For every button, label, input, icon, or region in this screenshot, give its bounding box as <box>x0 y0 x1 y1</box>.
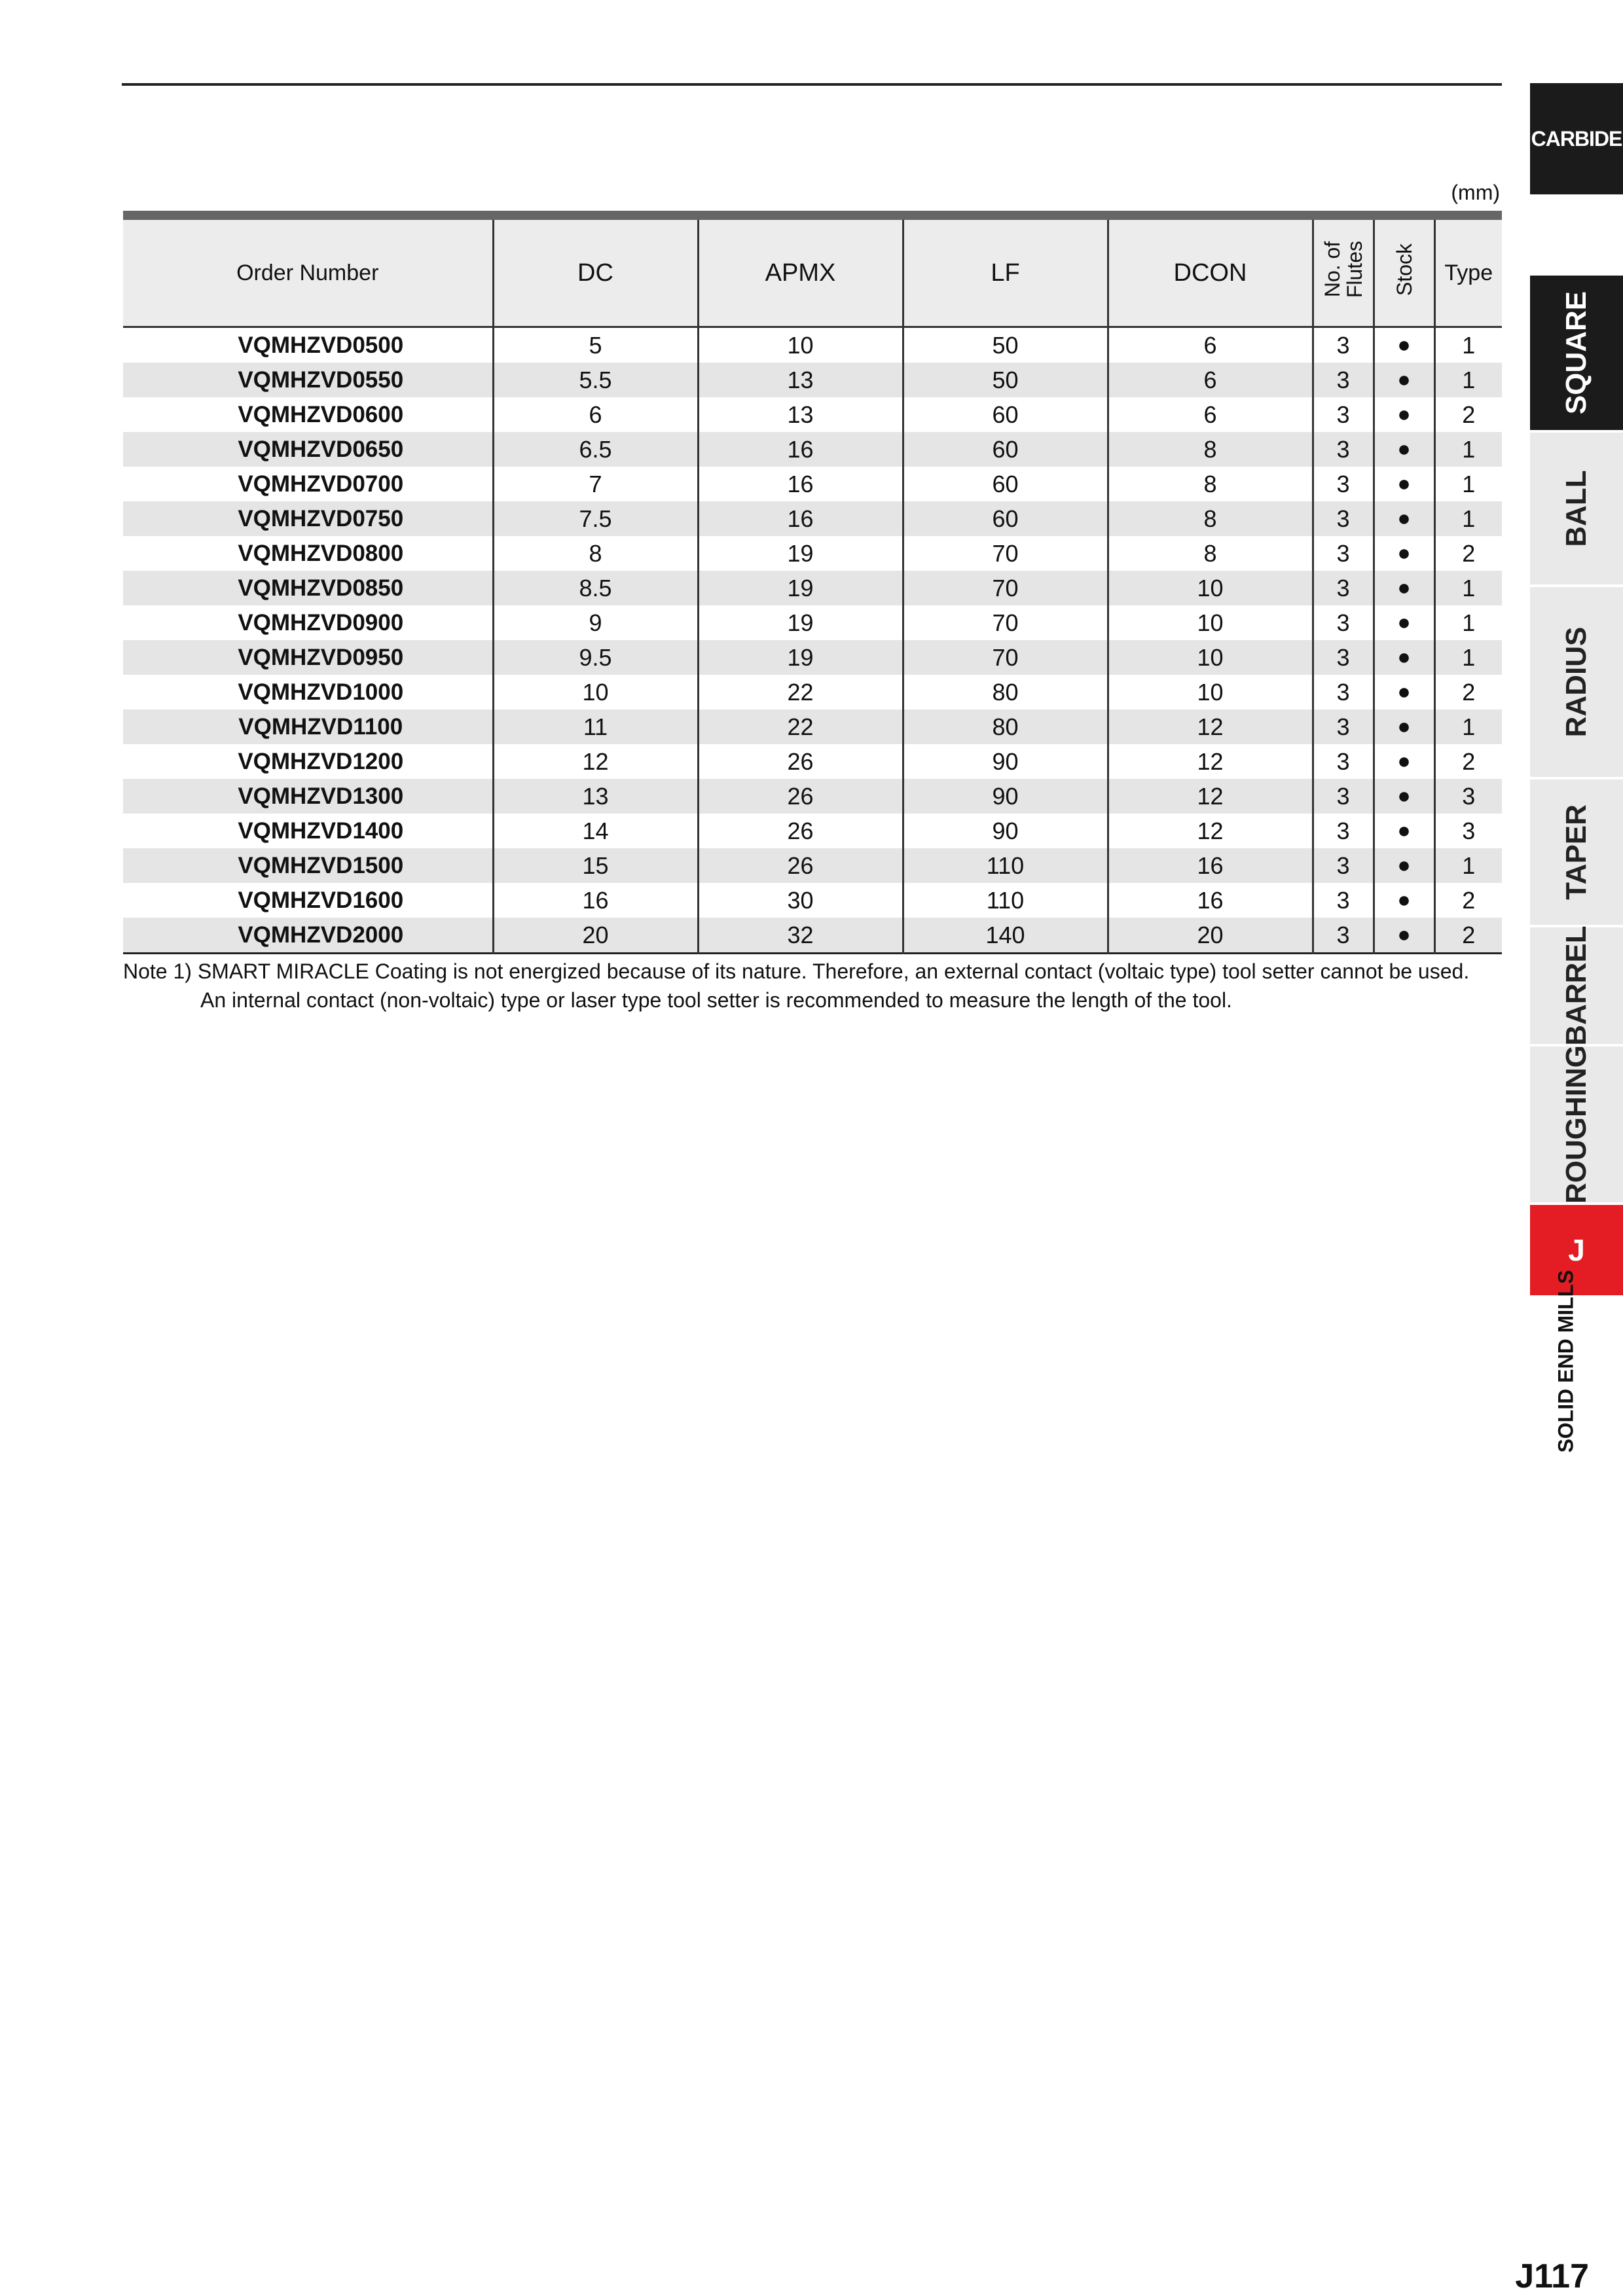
col-lf: LF <box>903 215 1108 327</box>
cell-lf: 140 <box>903 918 1108 954</box>
cell-order: VQMHZVD0750 <box>123 501 493 536</box>
cell-apmx: 19 <box>698 640 903 675</box>
section-name: SOLID END MILLS <box>1554 1270 1578 1453</box>
cell-dcon: 6 <box>1108 363 1313 397</box>
cell-stock: ● <box>1374 779 1434 814</box>
tab-square-label: SQUARE <box>1560 291 1592 415</box>
col-dcon: DCON <box>1108 215 1313 327</box>
cell-apmx: 19 <box>698 605 903 640</box>
cell-order: VQMHZVD1100 <box>123 709 493 744</box>
note-line-1: Note 1) SMART MIRACLE Coating is not energized because of its nature. Therefore, an external contact (voltaic type) tool setter cannot be used. <box>123 960 1470 983</box>
cell-lf: 70 <box>903 571 1108 605</box>
cell-dcon: 10 <box>1108 605 1313 640</box>
cell-apmx: 26 <box>698 744 903 779</box>
col-type: Type <box>1434 215 1502 327</box>
cell-stock: ● <box>1374 432 1434 467</box>
cell-type: 3 <box>1434 779 1502 814</box>
cell-dc: 13 <box>493 779 698 814</box>
cell-order: VQMHZVD1500 <box>123 848 493 883</box>
table-row <box>123 432 1502 467</box>
col-flutes <box>1313 215 1374 327</box>
col-flutes-label: No. of Flutes <box>1320 241 1366 298</box>
table-row <box>123 640 1502 675</box>
cell-dc: 5 <box>493 327 698 363</box>
cell-dc: 5.5 <box>493 363 698 397</box>
cell-dcon: 8 <box>1108 432 1313 467</box>
cell-dcon: 12 <box>1108 744 1313 779</box>
cell-type: 2 <box>1434 675 1502 709</box>
cell-stock: ● <box>1374 536 1434 571</box>
cell-order: VQMHZVD0700 <box>238 471 404 497</box>
table-row <box>123 605 1502 640</box>
cell-type: 2 <box>1434 918 1502 954</box>
cell-lf: 70 <box>903 536 1108 571</box>
cell-flutes: 3 <box>1313 883 1374 918</box>
table-row <box>123 918 1502 954</box>
cell-dcon: 12 <box>1108 709 1313 744</box>
cell-dc: 8.5 <box>493 571 698 605</box>
cell-flutes: 3 <box>1313 536 1374 571</box>
table-header-row <box>123 215 1502 327</box>
note <box>123 957 1511 1014</box>
cell-stock: ● <box>1374 640 1434 675</box>
cell-apmx: 26 <box>698 814 903 848</box>
cell-stock: ● <box>1374 848 1434 883</box>
cell-stock: ● <box>1374 467 1434 501</box>
cell-flutes: 3 <box>1313 571 1374 605</box>
cell-order: VQMHZVD1600 <box>238 887 404 913</box>
cell-dc: 9 <box>493 605 698 640</box>
cell-dc: 14 <box>493 814 698 848</box>
cell-order: VQMHZVD0800 <box>238 540 404 566</box>
cell-flutes: 3 <box>1313 709 1374 744</box>
cell-lf: 70 <box>903 605 1108 640</box>
tab-barrel-label: BARREL <box>1560 925 1592 1046</box>
cell-lf: 90 <box>903 814 1108 848</box>
cell-stock: ● <box>1374 571 1434 605</box>
table-row <box>123 327 1502 363</box>
cell-lf: 60 <box>903 467 1108 501</box>
cell-flutes: 3 <box>1313 779 1374 814</box>
cell-apmx: 13 <box>698 397 903 432</box>
cell-dcon: 6 <box>1108 397 1313 432</box>
cell-apmx: 16 <box>698 467 903 501</box>
cell-dcon: 12 <box>1108 779 1313 814</box>
cell-lf: 90 <box>903 779 1108 814</box>
cell-dcon: 10 <box>1108 675 1313 709</box>
cell-flutes: 3 <box>1313 640 1374 675</box>
cell-dcon: 10 <box>1108 640 1313 675</box>
cell-lf: 50 <box>903 363 1108 397</box>
table-row <box>123 814 1502 848</box>
cell-flutes: 3 <box>1313 501 1374 536</box>
cell-order: VQMHZVD1400 <box>238 817 404 844</box>
cell-order: VQMHZVD1000 <box>238 679 404 705</box>
cell-type: 1 <box>1434 640 1502 675</box>
cell-apmx: 22 <box>698 709 903 744</box>
cell-type: 1 <box>1434 432 1502 467</box>
table-row <box>123 675 1502 709</box>
cell-dcon: 8 <box>1108 536 1313 571</box>
cell-type: 1 <box>1434 363 1502 397</box>
cell-lf: 60 <box>903 501 1108 536</box>
cell-type: 1 <box>1434 501 1502 536</box>
cell-dcon: 10 <box>1108 571 1313 605</box>
cell-order: VQMHZVD0900 <box>238 609 404 636</box>
cell-type: 3 <box>1434 814 1502 848</box>
cell-lf: 80 <box>903 709 1108 744</box>
page-number: J117 <box>1515 2257 1589 2295</box>
table-row <box>123 397 1502 432</box>
table-row <box>123 848 1502 883</box>
cell-order: VQMHZVD0650 <box>123 432 493 467</box>
cell-dc: 12 <box>493 744 698 779</box>
cell-type: 1 <box>1434 571 1502 605</box>
table-row <box>123 467 1502 501</box>
tab-carbide[interactable]: CARBIDE <box>1530 83 1623 194</box>
cell-flutes: 3 <box>1313 605 1374 640</box>
table-row <box>123 883 1502 918</box>
table-row <box>123 709 1502 744</box>
cell-lf: 50 <box>903 327 1108 363</box>
cell-type: 2 <box>1434 744 1502 779</box>
col-dc: DC <box>493 215 698 327</box>
cell-flutes: 3 <box>1313 363 1374 397</box>
cell-stock: ● <box>1374 883 1434 918</box>
cell-flutes: 3 <box>1313 744 1374 779</box>
table-row <box>123 363 1502 397</box>
cell-dc: 15 <box>493 848 698 883</box>
cell-type: 1 <box>1434 848 1502 883</box>
tab-square[interactable] <box>1530 276 1623 433</box>
cell-order: VQMHZVD0850 <box>123 571 493 605</box>
table-row <box>123 501 1502 536</box>
cell-type: 2 <box>1434 883 1502 918</box>
cell-flutes: 3 <box>1313 675 1374 709</box>
cell-flutes: 3 <box>1313 848 1374 883</box>
cell-flutes: 3 <box>1313 327 1374 363</box>
cell-dc: 20 <box>493 918 698 954</box>
cell-type: 1 <box>1434 467 1502 501</box>
cell-order: VQMHZVD0950 <box>123 640 493 675</box>
cell-dc: 9.5 <box>493 640 698 675</box>
cell-dcon: 12 <box>1108 814 1313 848</box>
cell-apmx: 13 <box>698 363 903 397</box>
cell-dc: 8 <box>493 536 698 571</box>
cell-dcon: 6 <box>1108 327 1313 363</box>
cell-order: VQMHZVD1200 <box>238 748 404 774</box>
cell-dc: 6 <box>493 397 698 432</box>
cell-type: 1 <box>1434 709 1502 744</box>
note-line-2: An internal contact (non-voltaic) type or laser type tool setter is recommended to measure the length of the tool. <box>200 988 1232 1012</box>
tab-radius[interactable] <box>1530 587 1623 780</box>
cell-apmx: 19 <box>698 536 903 571</box>
cell-dc: 11 <box>493 709 698 744</box>
cell-apmx: 19 <box>698 571 903 605</box>
cell-lf: 110 <box>903 848 1108 883</box>
cell-stock: ● <box>1374 814 1434 848</box>
table-row <box>123 779 1502 814</box>
cell-flutes: 3 <box>1313 918 1374 954</box>
tab-roughing[interactable] <box>1530 1047 1623 1205</box>
cell-dc: 16 <box>493 883 698 918</box>
tab-taper-label: TAPER <box>1560 804 1592 900</box>
cell-dc: 7 <box>493 467 698 501</box>
cell-lf: 110 <box>903 883 1108 918</box>
cell-order: VQMHZVD0600 <box>238 401 404 427</box>
tab-ball-label: BALL <box>1560 470 1592 547</box>
table-row <box>123 571 1502 605</box>
tab-taper[interactable] <box>1530 780 1623 927</box>
col-stock-label: Stock <box>1392 243 1416 296</box>
cell-type: 2 <box>1434 536 1502 571</box>
spec-table <box>123 211 1502 954</box>
cell-stock: ● <box>1374 397 1434 432</box>
tab-radius-label: RADIUS <box>1560 626 1592 738</box>
cell-flutes: 3 <box>1313 432 1374 467</box>
cell-order: VQMHZVD2000 <box>123 918 493 954</box>
tab-barrel[interactable] <box>1530 927 1623 1047</box>
tab-roughing-label: ROUGHING <box>1560 1045 1592 1204</box>
cell-lf: 90 <box>903 744 1108 779</box>
cell-stock: ● <box>1374 605 1434 640</box>
cell-stock: ● <box>1374 501 1434 536</box>
cell-order: VQMHZVD0500 <box>238 332 404 358</box>
tab-ball[interactable] <box>1530 433 1623 587</box>
tab-section-j-label: J <box>1568 1233 1585 1267</box>
cell-order: VQMHZVD0550 <box>123 363 493 397</box>
top-rule <box>122 83 1502 86</box>
col-apmx: APMX <box>698 215 903 327</box>
cell-stock: ● <box>1374 709 1434 744</box>
cell-lf: 60 <box>903 397 1108 432</box>
cell-apmx: 30 <box>698 883 903 918</box>
cell-dcon: 8 <box>1108 501 1313 536</box>
cell-type: 1 <box>1434 605 1502 640</box>
cell-flutes: 3 <box>1313 467 1374 501</box>
cell-dcon: 8 <box>1108 467 1313 501</box>
cell-dcon: 20 <box>1108 918 1313 954</box>
cell-dc: 10 <box>493 675 698 709</box>
cell-stock: ● <box>1374 744 1434 779</box>
cell-apmx: 10 <box>698 327 903 363</box>
cell-stock: ● <box>1374 675 1434 709</box>
cell-stock: ● <box>1374 327 1434 363</box>
unit-label: (mm) <box>1451 181 1500 204</box>
table-row <box>123 744 1502 779</box>
col-order-number: Order Number <box>123 215 493 327</box>
col-stock <box>1374 215 1434 327</box>
cell-flutes: 3 <box>1313 814 1374 848</box>
cell-type: 1 <box>1434 327 1502 363</box>
cell-lf: 80 <box>903 675 1108 709</box>
cell-order: VQMHZVD1300 <box>123 779 493 814</box>
cell-flutes: 3 <box>1313 397 1374 432</box>
cell-dc: 7.5 <box>493 501 698 536</box>
cell-apmx: 32 <box>698 918 903 954</box>
cell-lf: 70 <box>903 640 1108 675</box>
cell-dcon: 16 <box>1108 883 1313 918</box>
cell-stock: ● <box>1374 918 1434 954</box>
cell-dc: 6.5 <box>493 432 698 467</box>
cell-apmx: 22 <box>698 675 903 709</box>
cell-apmx: 26 <box>698 779 903 814</box>
table-row <box>123 536 1502 571</box>
cell-dcon: 16 <box>1108 848 1313 883</box>
cell-apmx: 16 <box>698 432 903 467</box>
cell-type: 2 <box>1434 397 1502 432</box>
cell-stock: ● <box>1374 363 1434 397</box>
cell-apmx: 16 <box>698 501 903 536</box>
cell-lf: 60 <box>903 432 1108 467</box>
cell-apmx: 26 <box>698 848 903 883</box>
